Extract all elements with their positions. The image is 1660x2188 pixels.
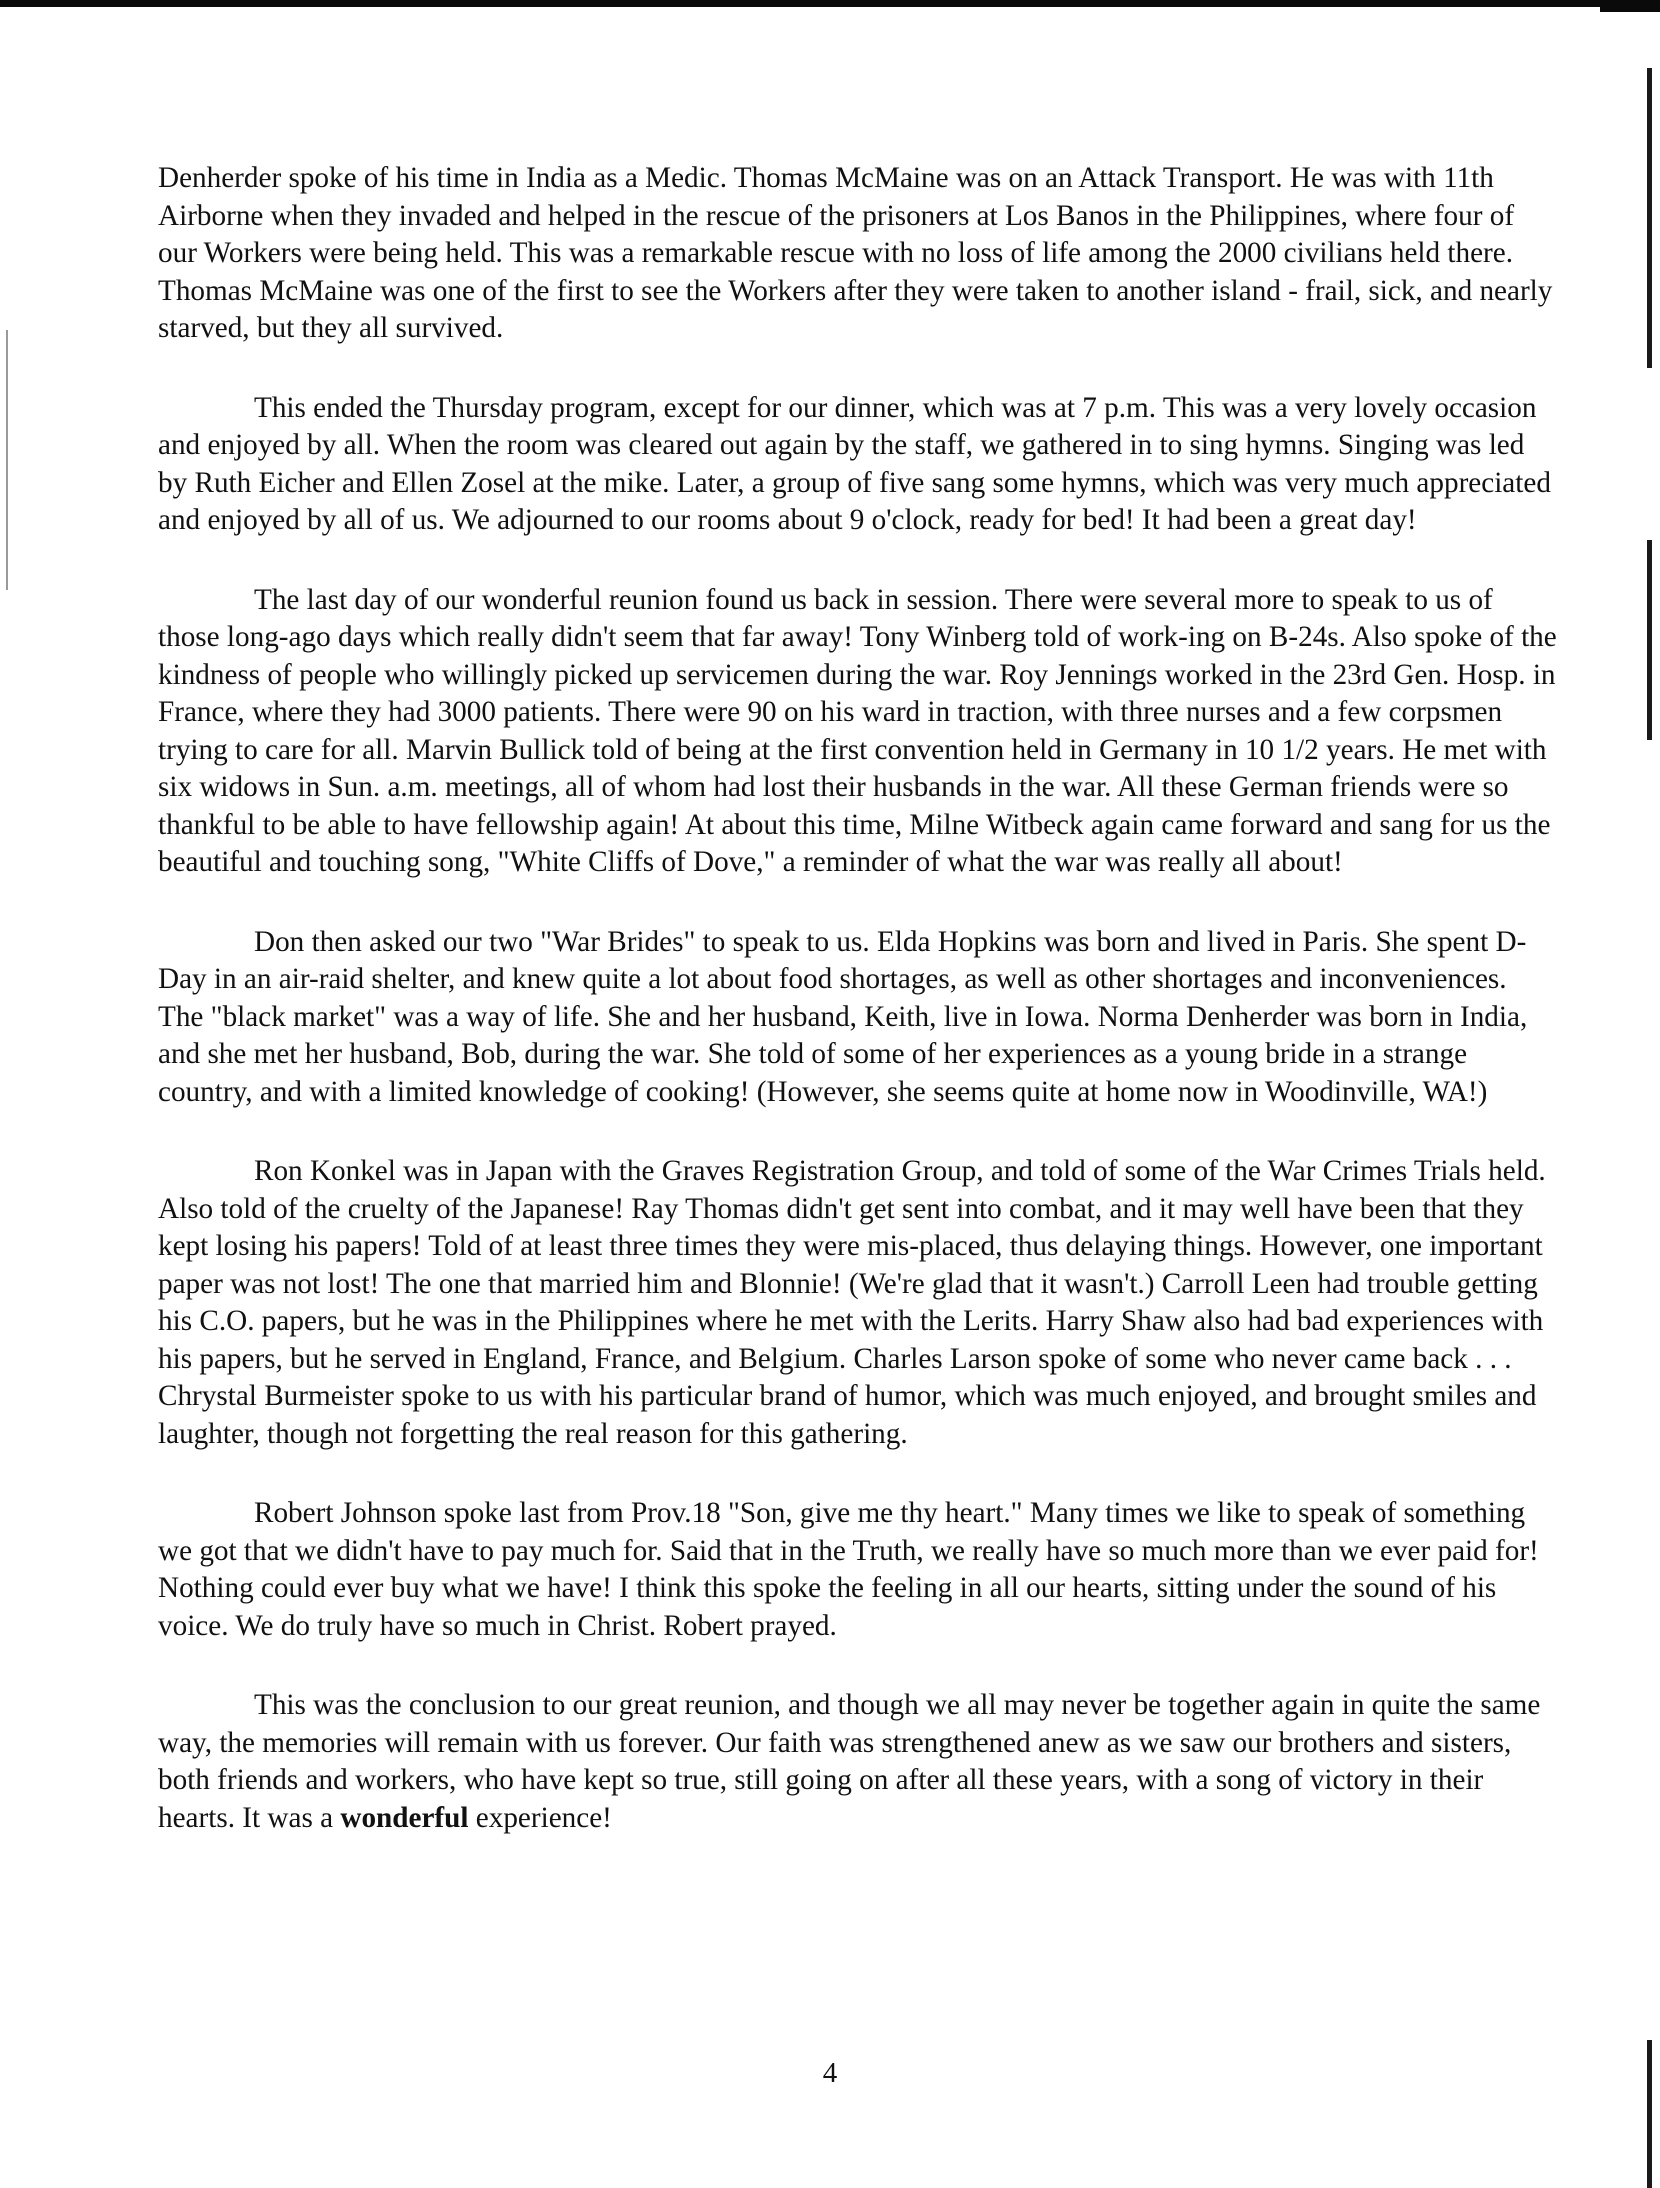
closing-text: This was the conclusion to our great reunion, and though we all may never be together again in quite the same way, the memories will remain with us forever. Our faith was strengthened anew as we saw our brothers and sisters, both friends and workers, who have kept so true, still going on after all these years, with a song of victory in their hearts. It was a: [158, 1689, 1541, 1834]
closing-paragraph: [158, 1687, 1558, 1837]
scan-right-edge-mark: [1647, 540, 1652, 740]
paragraph: Ron Konkel was in Japan with the Graves Registration Group, and told of some of the War Crimes Trials held. Also told of the cruelty of the Japanese! Ray Thomas didn't get sent into combat, and it may well have been that they kept losing his papers! Told of at least three times they were mis-placed, thus delaying things. However, one important paper was not lost! The one that married him and Blonnie! (We're glad that it wasn't.) Carroll Leen had trouble getting his C.O. papers, but he was in the Philippines where he met with the Lerits. Harry Shaw also had bad experiences with his papers, but he served in England, France, and Belgium. Charles Larson spoke of some who never came back . . . Chrystal Burmeister spoke to us with his particular brand of humor, which was much enjoyed, and brought smiles and laughter, though not forgetting the real reason for this gathering.: [158, 1155, 1546, 1450]
closing-text-end: experience!: [468, 1801, 612, 1834]
paragraph: This ended the Thursday program, except for our dinner, which was at 7 p.m. This was a very lovely occasion and enjoyed by all. When the room was cleared out again by the staff, we gathered in to sing hymns. Singing was led by Ruth Eicher and Ellen Zosel at the mike. Later, a group of five sang some hymns, which was very much appreciated and enjoyed by all of us. We adjourned to our rooms about 9 o'clock, ready for bed! It had been a great day!: [158, 391, 1551, 536]
scan-right-edge-mark: [1647, 68, 1652, 368]
paragraph: Don then asked our two "War Brides" to speak to us. Elda Hopkins was born and lived in Paris. She spent D-Day in an air-raid shelter, and knew quite a lot about food shortages, as well as other shortages and inconveniences. The "black market" was a way of life. She and her husband, Keith, live in Iowa. Norma Denherder was born in India, and she met her husband, Bob, during the war. She told of some of her experiences as a young bride in a strange country, and with a limited knowledge of cooking! (However, she seems quite at home now in Woodinville, WA!): [158, 925, 1528, 1108]
paragraph: Robert Johnson spoke last from Prov.18 "Son, give me thy heart." Many times we like to speak of something we got that we didn't have to pay much for. Said that in the Truth, we really have so much more than we ever paid for! Nothing could ever buy what we have! I think this spoke the feeling in all our hearts, sitting under the sound of his voice. We do truly have so much in Christ. Robert prayed.: [158, 1497, 1539, 1642]
scan-top-border: [0, 0, 1660, 7]
page-number: 4: [822, 2057, 838, 2089]
paragraph: The last day of our wonderful reunion found us back in session. There were several more to speak to us of those long-ago days which really didn't seem that far away! Tony Winberg told of work-ing on B-24s. Also spoke of the kindness of people who willingly picked up servicemen during the war. Roy Jennings worked in the 23rd Gen. Hosp. in France, where they had 3000 patients. There were 90 on his ward in traction, with three nurses and a few corpsmen trying to care for all. Marvin Bullick told of being at the first convention held in Germany in 10 1/2 years. He met with six widows in Sun. a.m. meetings, all of whom had lost their husbands in the war. All these German friends were so thankful to be able to have fellowship again! At about this time, Milne Witbeck again came forward and sang for us the beautiful and touching song, "White Cliffs of Dove," a reminder of what the war was really all about!: [158, 583, 1557, 878]
paragraph: Denherder spoke of his time in India as a Medic. Thomas McMaine was on an Attack Transport. He was with 11th Airborne when they invaded and helped in the rescue of the prisoners at Los Banos in the Philippines, where four of our Workers were being held. This was a remarkable rescue with no loss of life among the 2000 civilians held there. Thomas McMaine was one of the first to see the Workers after they were taken to another island - frail, sick, and nearly starved, but they all survived.: [158, 162, 1553, 344]
scan-left-edge-mark: [6, 330, 8, 590]
emphasized-word: wonderful: [340, 1801, 469, 1834]
document-body: [158, 160, 1558, 1879]
